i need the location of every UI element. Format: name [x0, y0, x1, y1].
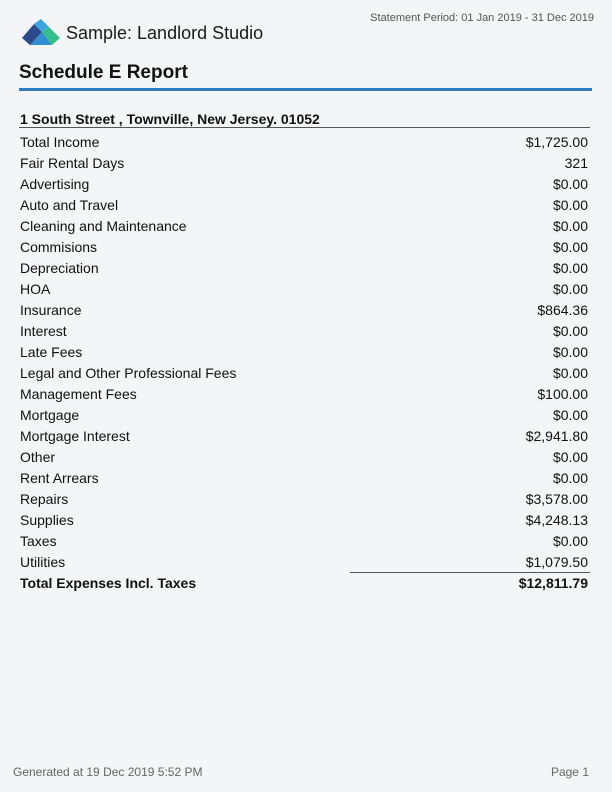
- line-item-value: $0.00: [552, 281, 588, 297]
- statement-period: Statement Period: 01 Jan 2019 - 31 Dec 2019: [370, 12, 594, 24]
- line-item-label: Auto and Travel: [20, 197, 119, 213]
- line-item-value: $0.00: [552, 239, 588, 255]
- line-item-value: $864.36: [537, 302, 588, 318]
- line-item-label: Total Income: [20, 134, 100, 150]
- line-item-label: HOA: [20, 281, 51, 297]
- line-item-value: $0.00: [552, 218, 588, 234]
- line-item-label: Rent Arrears: [20, 470, 99, 486]
- line-item-value: $0.00: [552, 344, 588, 360]
- line-item-label: Late Fees: [20, 344, 83, 360]
- line-item-value: $0.00: [552, 470, 588, 486]
- line-item-label: Utilities: [20, 554, 66, 570]
- line-item-label: Insurance: [20, 302, 82, 318]
- line-item-row: [20, 447, 588, 468]
- line-item-value: $100.00: [537, 386, 588, 402]
- line-item-label: Advertising: [20, 176, 90, 192]
- total-label: Total Expenses Incl. Taxes: [20, 575, 197, 591]
- line-item-row: [20, 342, 588, 363]
- line-item-value: $4,248.13: [525, 512, 588, 528]
- brand-name: Sample: Landlord Studio: [66, 23, 264, 43]
- line-item-value: $0.00: [552, 365, 588, 381]
- line-item-row: [20, 510, 588, 531]
- line-item-row: [20, 468, 588, 489]
- line-item-label: Cleaning and Maintenance: [20, 218, 187, 234]
- line-item-label: Depreciation: [20, 260, 99, 276]
- line-item-value: $0.00: [552, 407, 588, 423]
- line-item-label: Fair Rental Days: [20, 155, 125, 171]
- line-item-row: [20, 216, 588, 237]
- landlord-studio-logo-icon: [22, 19, 60, 45]
- line-item-value: 321: [564, 155, 588, 171]
- line-item-row: [20, 426, 588, 447]
- line-item-value: $0.00: [552, 323, 588, 339]
- line-item-row: [20, 258, 588, 279]
- line-item-label: Commisions: [20, 239, 98, 255]
- line-item-label: Supplies: [20, 512, 74, 528]
- line-item-label: Mortgage Interest: [20, 428, 130, 444]
- line-item-value: $0.00: [552, 533, 588, 549]
- line-item-row: [20, 363, 588, 384]
- line-item-row: [20, 321, 588, 342]
- line-item-value: $1,725.00: [525, 134, 588, 150]
- line-item-row: [20, 552, 588, 573]
- line-item-label: Management Fees: [20, 386, 137, 402]
- line-item-label: Legal and Other Professional Fees: [20, 365, 237, 381]
- line-item-row: [20, 132, 588, 153]
- line-item-label: Mortgage: [20, 407, 80, 423]
- line-item-value: $2,941.80: [525, 428, 588, 444]
- line-item-row: [20, 531, 588, 552]
- title-divider: [19, 88, 592, 91]
- line-item-row: [20, 405, 588, 426]
- total-expenses-row: [20, 573, 588, 594]
- line-item-row: [20, 300, 588, 321]
- line-item-row: [20, 279, 588, 300]
- property-address: 1 South Street , Townville, New Jersey. 01052: [20, 111, 320, 127]
- report-title: Schedule E Report: [19, 62, 188, 83]
- line-item-label: Other: [20, 449, 56, 465]
- line-item-row: [20, 153, 588, 174]
- line-item-value: $0.00: [552, 260, 588, 276]
- total-value: $12,811.79: [518, 575, 588, 591]
- line-item-value: $1,079.50: [525, 554, 588, 570]
- line-item-label: Repairs: [20, 491, 69, 507]
- generated-timestamp: Generated at 19 Dec 2019 5:52 PM: [13, 765, 203, 779]
- line-item-label: Interest: [20, 323, 67, 339]
- line-item-row: [20, 384, 588, 405]
- page-number: Page 1: [550, 765, 589, 779]
- line-item-value: $0.00: [552, 449, 588, 465]
- line-item-row: [20, 489, 588, 510]
- line-item-row: [20, 174, 588, 195]
- line-item-row: [20, 195, 588, 216]
- address-divider: [19, 127, 590, 128]
- line-item-value: $0.00: [552, 176, 588, 192]
- line-item-label: Taxes: [20, 533, 57, 549]
- line-item-value: $3,578.00: [525, 491, 588, 507]
- line-items-list: [20, 132, 588, 573]
- line-item-row: [20, 237, 588, 258]
- line-item-value: $0.00: [552, 197, 588, 213]
